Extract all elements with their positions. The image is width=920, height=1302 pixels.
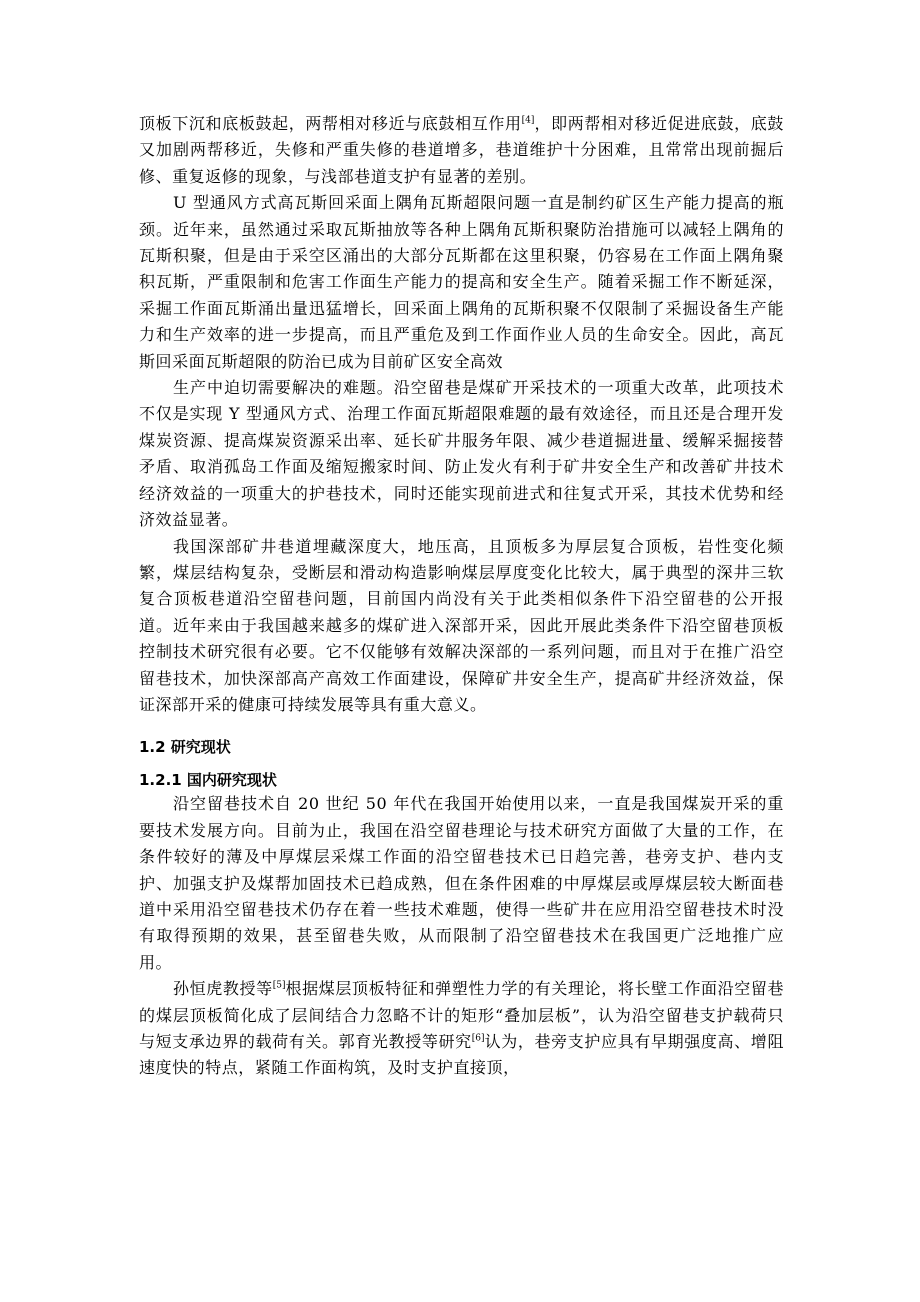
paragraph-6-text-c: 认为，巷旁支护应具有早期强度高、增阻速度快的特点，紧随工作面构筑，及时支护直接顶，	[139, 1032, 784, 1078]
citation-4: [4]	[521, 115, 535, 126]
paragraph-1-text-b: ，即两帮相对移近促进底鼓，底鼓又加剧两帮移近，失修和严重失修的巷道增多，巷道维护十分困难，且常常出现前掘后修、重复返修的现象，与浅部巷道支护有显著的差别。	[139, 114, 784, 186]
paragraph-4: 我国深部矿井巷道埋藏深度大，地压高，且顶板多为厚层复合顶板，岩性变化频繁，煤层结构复杂，受断层和滑动构造影响煤层厚度变化比较大，属于典型的深井三软复合顶板巷道沿空留巷问题，目前国内尚没有关于此类相似条件下沿空留巷的公开报道。近年来由于我国越来越多的煤矿进入深部开采，因此开展此类条件下沿空留巷顶板控制技术研究很有必要。它不仅能够有效解决深部的一系列问题，而且对于在推广沿空留巷技术，加快深部高产高效工作面建设，保障矿井安全生产，提高矿井经济效益，保证深部开采的健康可持续发展等具有重大意义。	[139, 536, 784, 714]
document-page	[139, 111, 784, 1082]
citation-5: [5]	[272, 980, 286, 991]
paragraph-1	[139, 111, 784, 190]
paragraph-1-text-a: 顶板下沉和底板鼓起，两帮相对移近与底鼓相互作用	[139, 114, 522, 133]
paragraph-6-text-b: 根据煤层顶板特征和弹塑性力学的有关理论，将长壁工作面沿空留巷的煤层顶板简化成了层间结合力忽略不计的矩形“叠加层板”，认为沿空留巷支护载荷只与短支承边界的载荷有关。郭育光教授等研究	[139, 979, 784, 1051]
section-heading: 1.2 研究现状	[139, 738, 231, 757]
paragraph-6	[139, 976, 784, 1082]
paragraph-3: 生产中迫切需要解决的难题。沿空留巷是煤矿开采技术的一项重大改革，此项技术不仅是实现 Y 型通风方式、治理工作面瓦斯超限难题的最有效途径，而且还是合理开发煤炭资源、提高煤炭资源采出率、延长矿井服务年限、减少巷道掘进量、缓解采掘接替矛盾、取消孤岛工作面及缩短搬家时间、防止发火有利于矿井安全生产和改善矿井技术经济效益的一项重大的护巷技术，同时还能实现前进式和往复式开采，其技术优势和经济效益显著。	[139, 378, 784, 530]
paragraph-6-text-a: 孙恒虎教授等	[173, 979, 273, 999]
subsection-heading: 1.2.1 国内研究现状	[139, 771, 277, 790]
paragraph-2: U 型通风方式高瓦斯回采面上隅角瓦斯超限问题一直是制约矿区生产能力提高的瓶颈。近年来，虽然通过采取瓦斯抽放等各种上隅角瓦斯积聚防治措施可以减轻上隅角的瓦斯积聚，但是由于采空区涌出的大部分瓦斯都在这里积聚，仍容易在工作面上隅角聚积瓦斯，严重限制和危害工作面生产能力的提高和安全生产。随着采掘工作不断延深，采掘工作面瓦斯涌出量迅猛增长，回采面上隅角的瓦斯积聚不仅限制了采掘设备生产能力和生产效率的进一步提高，而且严重危及到工作面作业人员的生命安全。因此，高瓦斯回采面瓦斯超限的防治已成为目前矿区安全高效	[139, 193, 784, 371]
citation-6: [6]	[471, 1033, 485, 1044]
paragraph-5: 沿空留巷技术自 20 世纪 50 年代在我国开始使用以来，一直是我国煤炭开采的重要技术发展方向。目前为止，我国在沿空留巷理论与技术研究方面做了大量的工作，在条件较好的薄及中厚煤层采煤工作面的沿空留巷技术已日趋完善，巷旁支护、巷内支护、加强支护及煤帮加固技术已趋成熟，但在条件困难的中厚煤层或厚煤层较大断面巷道中采用沿空留巷技术仍存在着一些技术难题，使得一些矿井在应用沿空留巷技术时没有取得预期的效果，甚至留巷失败，从而限制了沿空留巷技术在我国更广泛地推广应用。	[139, 794, 784, 972]
